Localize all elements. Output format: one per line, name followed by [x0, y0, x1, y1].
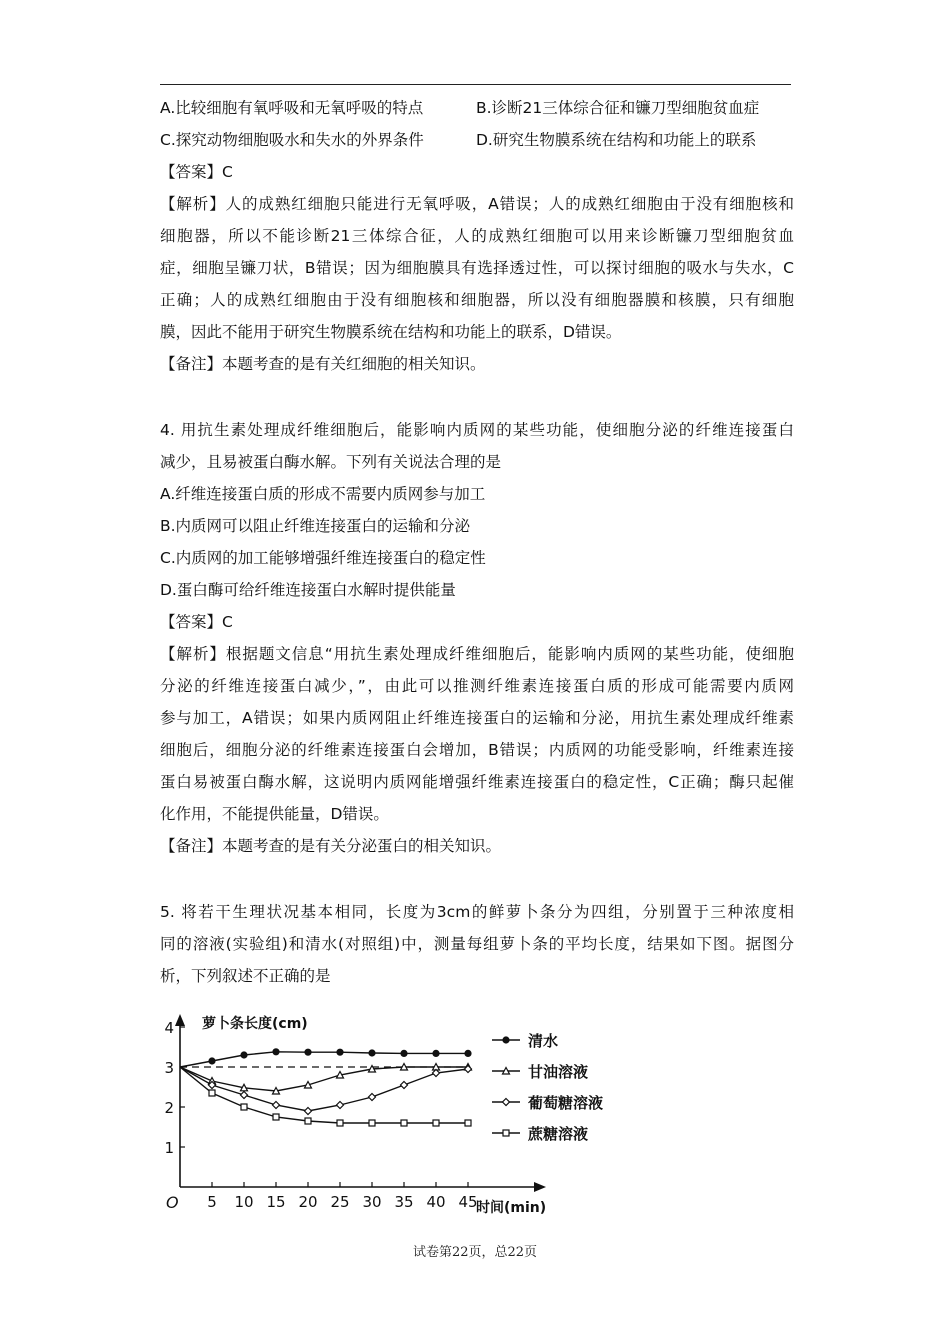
y-axis-title: 萝卜条长度(cm) [202, 1016, 308, 1032]
q3-analysis-line-3: 症，细胞呈镰刀状，B错误；因为细胞膜具有选择透过性，可以探讨细胞的吸水与失水，C [160, 259, 794, 277]
q4-analysis-line-2: 分泌的纤维连接蛋白减少，”，由此可以推测纤维素连接蛋白质的形成可能需要内质网 [160, 677, 794, 695]
q3-analysis-line-4: 正确；人的成熟红细胞由于没有细胞核和细胞器，所以没有细胞器膜和核膜，只有细胞 [160, 291, 794, 309]
q3-option-a: A.比较细胞有氧呼吸和无氧呼吸的特点 [160, 99, 424, 117]
data-point [305, 1049, 311, 1055]
data-point [273, 1114, 279, 1120]
x-tick-label: 40 [426, 1193, 446, 1211]
legend-marker [503, 1099, 510, 1106]
page-content [160, 92, 794, 992]
header-rule [160, 84, 791, 85]
data-point [209, 1090, 215, 1096]
q4-analysis-line-6: 化作用，不能提供能量，D错误。 [160, 805, 389, 823]
q3-answer: 【答案】C [160, 163, 233, 181]
data-point [465, 1050, 471, 1056]
data-point [465, 1120, 471, 1126]
q3-note: 【备注】本题考查的是有关红细胞的相关知识。 [160, 355, 486, 373]
data-point [369, 1120, 375, 1126]
data-point [241, 1104, 247, 1110]
data-point [401, 1120, 407, 1126]
x-tick-label: 10 [234, 1193, 254, 1211]
data-point [337, 1102, 344, 1109]
data-point [241, 1092, 248, 1099]
q3-analysis-line-2: 细胞器，所以不能诊断21三体综合征，人的成熟红细胞可以用来诊断镰刀型细胞贫血 [160, 227, 794, 245]
x-tick-label: 30 [362, 1193, 382, 1211]
data-point [401, 1050, 407, 1056]
q3-option-c: C.探究动物细胞吸水和失水的外界条件 [160, 131, 424, 149]
series-line [180, 1067, 468, 1091]
q3-option-d: D.研究生物膜系统在结构和功能上的联系 [476, 131, 757, 149]
q4-option-a: A.纤维连接蛋白质的形成不需要内质网参与加工 [160, 485, 486, 503]
series-line [180, 1067, 468, 1111]
legend-label: 蔗糖溶液 [528, 1125, 589, 1143]
data-point [209, 1058, 215, 1064]
q4-option-d: D.蛋白酶可给纤维连接蛋白水解时提供能量 [160, 581, 456, 599]
y-tick-label: 4 [164, 1019, 174, 1037]
q4-stem-line-2: 减少，且易被蛋白酶水解。下列有关说法合理的是 [160, 453, 502, 471]
y-tick-label: 1 [164, 1139, 174, 1157]
data-point [241, 1052, 247, 1058]
data-point [305, 1118, 311, 1124]
q4-analysis-line-4: 细胞后，细胞分泌的纤维素连接蛋白会增加，B错误；内质网的功能受影响，纤维素连接 [160, 741, 794, 759]
q4-analysis-line-5: 蛋白易被蛋白酶水解，这说明内质网能增强纤维素连接蛋白的稳定性，C正确；酶只起催 [160, 773, 794, 791]
data-point [433, 1120, 439, 1126]
radish-length-chart [164, 1010, 604, 1225]
q3-analysis-line-5: 膜，因此不能用于研究生物膜系统在结构和功能上的联系，D错误。 [160, 323, 622, 341]
data-point [337, 1120, 343, 1126]
series-3 [180, 1066, 472, 1115]
series-1 [180, 1049, 471, 1067]
q3-analysis-line-1: 【解析】人的成熟红细胞只能进行无氧呼吸，A错误；人的成熟红细胞由于没有细胞核和 [160, 195, 794, 213]
data-point [273, 1102, 280, 1109]
x-tick-label: 45 [458, 1193, 478, 1211]
origin-label: O [166, 1193, 179, 1212]
q3-option-b: B.诊断21三体综合征和镰刀型细胞贫血症 [476, 99, 760, 117]
series-line [180, 1067, 468, 1123]
legend-label: 甘油溶液 [528, 1063, 589, 1081]
data-point [273, 1049, 279, 1055]
q5-stem-line-1: 5. 将若干生理状况基本相同，长度为3cm的鲜萝卜条分为四组，分别置于三种浓度相 [160, 903, 794, 921]
q4-analysis-line-3: 参与加工，A错误；如果内质网阻止纤维连接蛋白的运输和分泌，用抗生素处理成纤维素 [160, 709, 794, 727]
q4-option-b: B.内质网可以阻止纤维连接蛋白的运输和分泌 [160, 517, 471, 535]
legend-label: 清水 [528, 1032, 559, 1050]
legend-label: 葡萄糖溶液 [528, 1094, 604, 1112]
x-tick-label: 35 [394, 1193, 414, 1211]
q3-options-row-2 [160, 124, 794, 156]
x-tick-label: 15 [266, 1193, 286, 1211]
q5-stem-line-2: 同的溶液(实验组)和清水(对照组)中，测量每组萝卜条的平均长度，结果如下图。据图分 [160, 935, 794, 953]
x-tick-label: 20 [298, 1193, 318, 1211]
q4-option-c: C.内质网的加工能够增强纤维连接蛋白的稳定性 [160, 549, 486, 567]
x-tick-label: 25 [330, 1193, 350, 1211]
q4-analysis-line-1: 【解析】根据题文信息“用抗生素处理成纤维细胞后，能影响内质网的某些功能，使细胞 [160, 645, 794, 663]
q4-stem-line-1: 4. 用抗生素处理成纤维细胞后，能影响内质网的某些功能，使细胞分泌的纤维连接蛋白 [160, 421, 794, 439]
data-point [369, 1050, 375, 1056]
q5-stem-line-3: 析，下列叙述不正确的是 [160, 967, 331, 985]
q4-note: 【备注】本题考查的是有关分泌蛋白的相关知识。 [160, 837, 502, 855]
data-point [305, 1108, 312, 1115]
q3-options-row-1 [160, 92, 794, 124]
y-tick-label: 3 [164, 1059, 174, 1077]
q4-answer: 【答案】C [160, 613, 233, 631]
data-point [369, 1094, 376, 1101]
series-2 [180, 1064, 472, 1095]
page-footer: 试卷第22页，总22页 [412, 1245, 538, 1260]
data-point [337, 1049, 343, 1055]
data-point [401, 1082, 408, 1089]
legend-marker [503, 1130, 509, 1136]
data-point [433, 1050, 439, 1056]
y-tick-label: 2 [164, 1099, 174, 1117]
x-tick-label: 5 [207, 1193, 217, 1211]
chart-axes [175, 1014, 546, 1192]
series-line [180, 1052, 468, 1067]
legend-marker [503, 1037, 509, 1043]
x-axis-title: 时间(min) [476, 1200, 547, 1216]
